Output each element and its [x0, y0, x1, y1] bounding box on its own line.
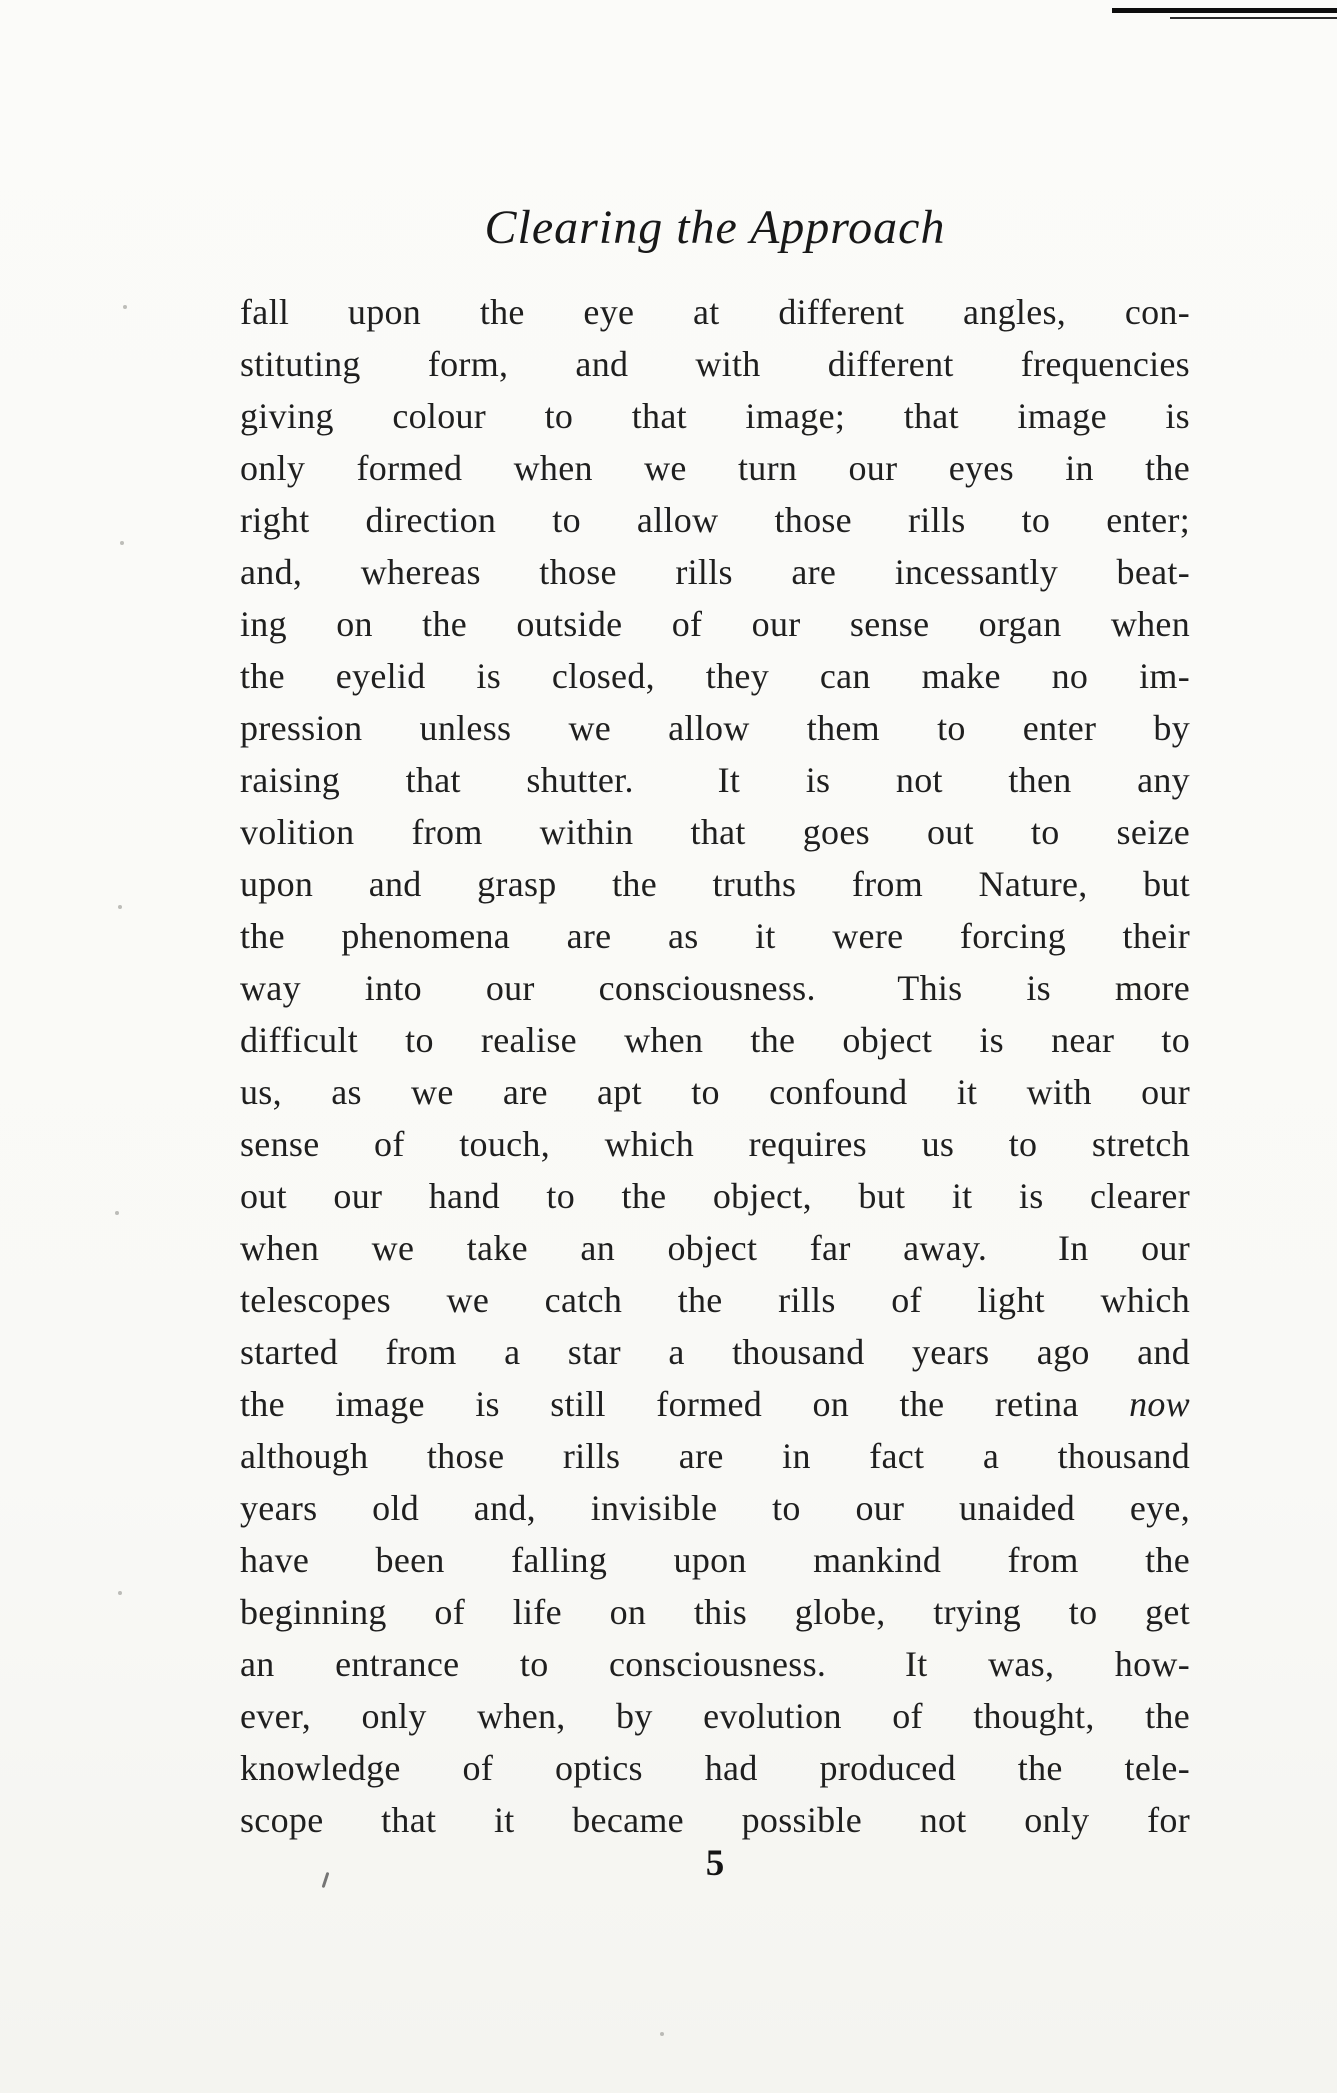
- text-line: way into our consciousness. This is more: [240, 968, 1190, 1008]
- text-line: have been falling upon mankind from the: [240, 1540, 1190, 1580]
- text-line: the image is still formed on the retina now: [240, 1384, 1190, 1424]
- text-line: volition from within that goes out to seize: [240, 812, 1190, 852]
- text-line: out our hand to the object, but it is clearer: [240, 1176, 1190, 1216]
- text-line: ing on the outside of our sense organ when: [240, 604, 1190, 644]
- text-line: stituting form, and with different frequencies: [240, 344, 1190, 384]
- scan-speck: [118, 905, 122, 909]
- scan-rule-top-thick: [1112, 8, 1337, 13]
- italic-word: now: [1129, 1384, 1190, 1424]
- text-line: the phenomena are as it were forcing their: [240, 916, 1190, 956]
- scan-speck: [660, 2032, 664, 2036]
- text-line: scope that it became possible not only for: [240, 1800, 1190, 1840]
- text-line: giving colour to that image; that image is: [240, 396, 1190, 436]
- text-line: pression unless we allow them to enter by: [240, 708, 1190, 748]
- text-line: fall upon the eye at different angles, con-: [240, 292, 1190, 332]
- text-line: sense of touch, which requires us to stretch: [240, 1124, 1190, 1164]
- text-line: knowledge of optics had produced the tele-: [240, 1748, 1190, 1788]
- body-text: [240, 286, 1190, 1846]
- text-line: only formed when we turn our eyes in the: [240, 448, 1190, 488]
- text-line: years old and, invisible to our unaided eye,: [240, 1488, 1190, 1528]
- page-number: 5: [705, 1843, 725, 1884]
- text-line: right direction to allow those rills to enter;: [240, 500, 1190, 540]
- page-title: Clearing the Approach: [484, 201, 946, 254]
- scan-speck: [115, 1211, 119, 1215]
- text-line: telescopes we catch the rills of light which: [240, 1280, 1190, 1320]
- text-line: when we take an object far away. In our: [240, 1228, 1190, 1268]
- text-line: us, as we are apt to confound it with our: [240, 1072, 1190, 1112]
- text-line: difficult to realise when the object is near to: [240, 1020, 1190, 1060]
- scan-speck: [118, 1591, 122, 1595]
- scan-speck: [123, 305, 127, 309]
- text-line: started from a star a thousand years ago and: [240, 1332, 1190, 1372]
- text-line: ever, only when, by evolution of thought, the: [240, 1696, 1190, 1736]
- text-line: the eyelid is closed, they can make no im-: [240, 656, 1190, 696]
- text-line: and, whereas those rills are incessantly beat-: [240, 552, 1190, 592]
- text-line: although those rills are in fact a thousand: [240, 1436, 1190, 1476]
- text-line: raising that shutter. It is not then any: [240, 760, 1190, 800]
- scan-rule-top-thin: [1170, 17, 1337, 19]
- scan-speck: [120, 541, 124, 545]
- text-line: an entrance to consciousness. It was, how-: [240, 1644, 1190, 1684]
- text-line: upon and grasp the truths from Nature, but: [240, 864, 1190, 904]
- text-line: beginning of life on this globe, trying to get: [240, 1592, 1190, 1632]
